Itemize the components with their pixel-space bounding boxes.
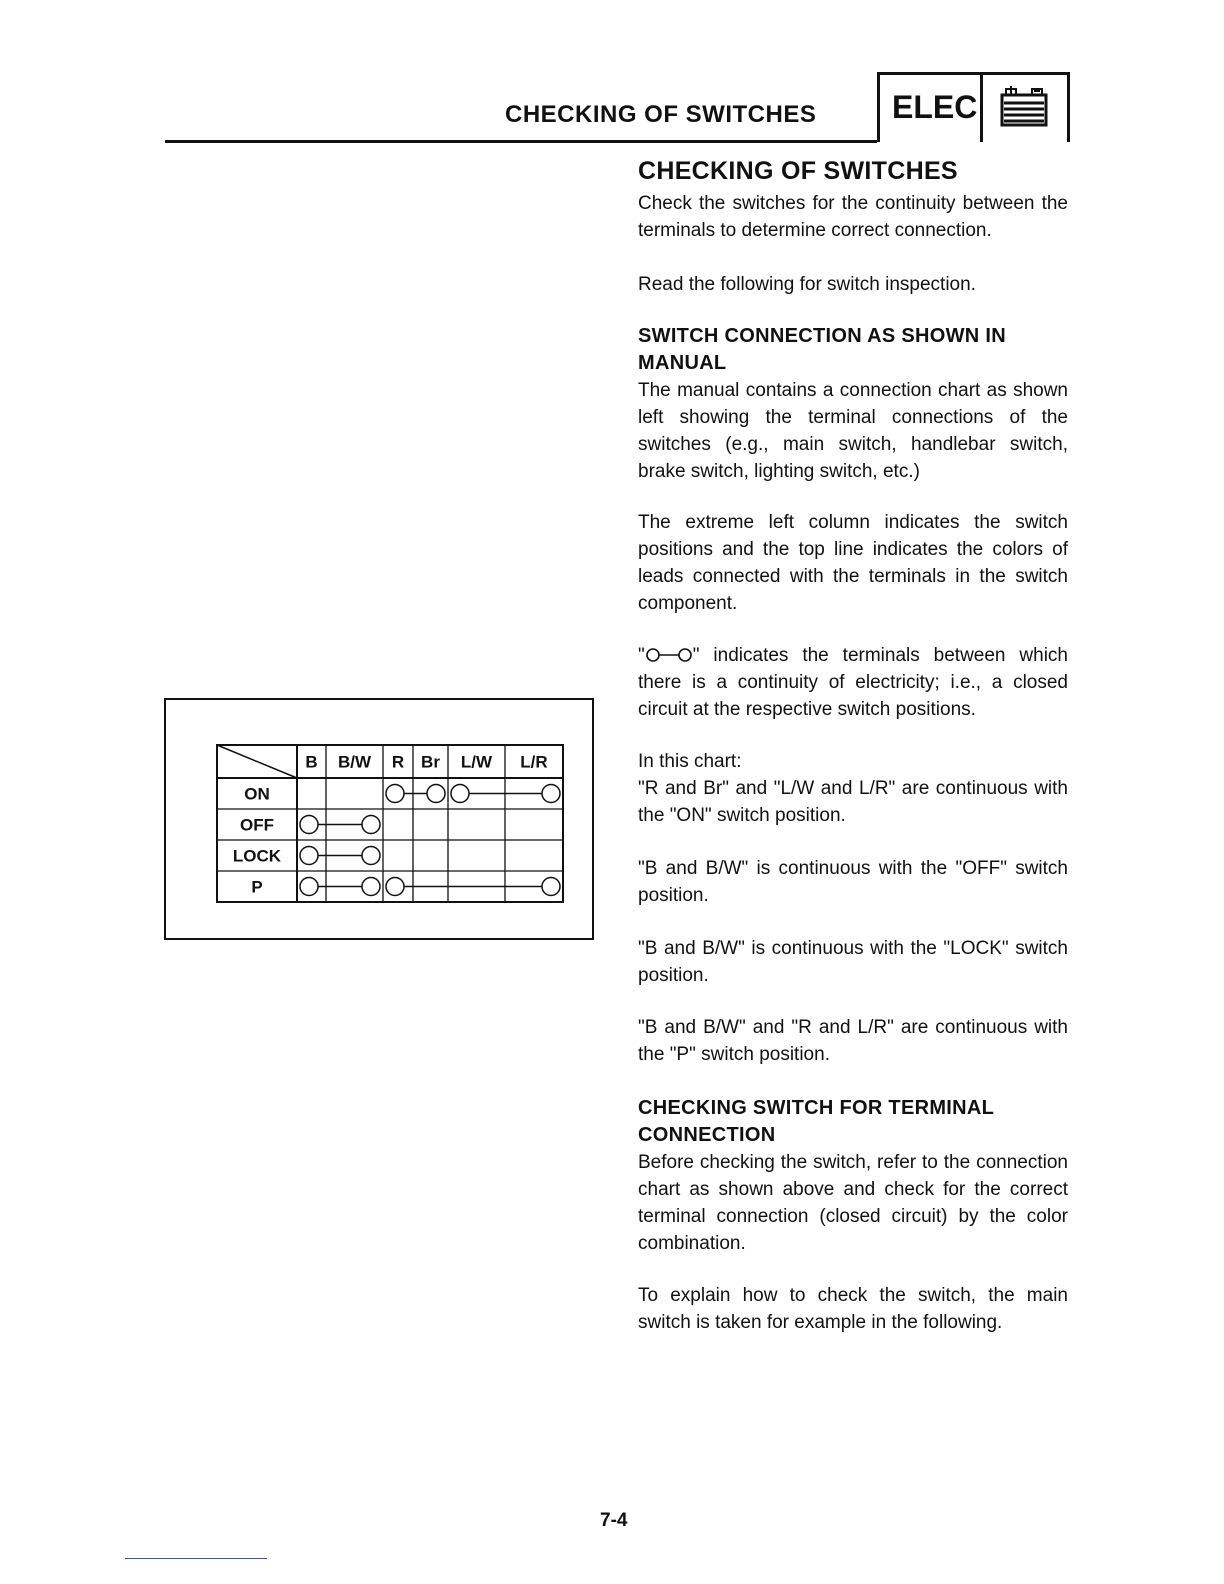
- table-corner-diagonal: [217, 745, 297, 778]
- section2-heading: [638, 1095, 1068, 1149]
- connection-chart-frame: [164, 698, 594, 940]
- chart-explain-block: [638, 748, 1068, 829]
- table-column-header: R: [391, 752, 405, 772]
- section1-heading: [638, 323, 1068, 377]
- in-this-chart-text: In this chart:: [638, 751, 742, 772]
- chart-on-text: "R and Br" and "L/W and L/R" are continuous with the "ON" switch position.: [638, 778, 1068, 826]
- terminal-circle: [451, 785, 469, 803]
- table-column-header: B/W: [337, 752, 372, 772]
- terminal-circle: [542, 878, 560, 896]
- quote-open: ": [638, 645, 645, 666]
- section2-heading-line1: CHECKING SWITCH FOR TERMINAL: [638, 1097, 995, 1119]
- terminal-circle: [362, 816, 380, 834]
- symbol-explain-text: [638, 642, 1068, 723]
- footer-link-line: [125, 1558, 267, 1559]
- symbol-explain-body: indicates the terminals between which there is a continuity of electricity; i.e., a closed circuit at the respective switch positions.: [638, 645, 1068, 720]
- page-number: 7-4: [600, 1510, 628, 1531]
- terminal-circle: [386, 878, 404, 896]
- terminal-circle: [362, 847, 380, 865]
- terminal-circle: [542, 785, 560, 803]
- section-badge: [877, 72, 1070, 142]
- continuity-symbol-icon: [645, 647, 693, 663]
- chart-lock-paragraph: [638, 935, 1068, 989]
- read-following-paragraph: [638, 271, 1068, 298]
- read-following-text: Read the following for switch inspection.: [638, 274, 976, 295]
- quote-close: ": [692, 645, 700, 666]
- chart-off-text: "B and B/W" is continuous with the "OFF" switch position.: [638, 858, 1068, 906]
- section2-paragraph: [638, 1149, 1068, 1257]
- section1-heading-line1: SWITCH CONNECTION AS SHOWN IN: [638, 325, 1006, 347]
- intro-text: Check the switches for the continuity between the terminals to determine correct connection.: [638, 193, 1068, 241]
- chart-p-paragraph: [638, 1014, 1068, 1068]
- symbol-explain-paragraph: [638, 642, 1068, 723]
- section2-body: Before checking the switch, refer to the connection chart as shown above and check for the correct terminal connection (closed circuit) by the color combination.: [638, 1152, 1068, 1254]
- section1-paragraph: [638, 377, 1068, 485]
- terminal-circle: [300, 816, 318, 834]
- table-row-label: P: [251, 877, 263, 897]
- table-column-header: L/R: [520, 752, 548, 772]
- table-row-label: ON: [244, 784, 270, 804]
- table-row-label: LOCK: [232, 846, 282, 866]
- chart-p-text: "B and B/W" and "R and L/R" are continuous with the "P" switch position.: [638, 1017, 1068, 1065]
- section2-heading-line2: CONNECTION: [638, 1124, 776, 1146]
- main-heading-block: [638, 156, 1068, 186]
- table-row-label: OFF: [240, 815, 274, 835]
- section-badge-label: ELEC: [892, 89, 978, 125]
- badge-divider: [980, 75, 983, 142]
- column-explain-text: The extreme left column indicates the switch positions and the top line indicates the colors of leads connected with the terminals in the switch component.: [638, 512, 1068, 614]
- connection-chart: [166, 700, 592, 938]
- terminal-circle: [386, 785, 404, 803]
- section1-body: The manual contains a connection chart as shown left showing the terminal connections of the switches (e.g., main switch, handlebar switch, brake switch, lighting switch, etc.): [638, 380, 1068, 482]
- closing-text: To explain how to check the switch, the main switch is taken for example in the following.: [638, 1285, 1068, 1333]
- terminal-circle: [300, 847, 318, 865]
- chart-lock-text: "B and B/W" is continuous with the "LOCK" switch position.: [638, 938, 1068, 986]
- closing-paragraph: [638, 1282, 1068, 1336]
- table-column-header: B: [305, 752, 318, 772]
- chart-off-paragraph: [638, 855, 1068, 909]
- page-header-title: CHECKING OF SWITCHES: [505, 101, 817, 128]
- terminal-circle: [300, 878, 318, 896]
- table-column-header: L/W: [460, 752, 493, 772]
- column-explain-paragraph: [638, 509, 1068, 617]
- intro-paragraph: [638, 190, 1068, 244]
- battery-icon: [1000, 83, 1050, 129]
- section1-heading-line2: MANUAL: [638, 352, 727, 374]
- terminal-circle: [362, 878, 380, 896]
- table-column-header: Br: [421, 752, 440, 772]
- terminal-circle: [427, 785, 445, 803]
- header-rule: [165, 140, 877, 143]
- main-heading: CHECKING OF SWITCHES: [638, 157, 958, 185]
